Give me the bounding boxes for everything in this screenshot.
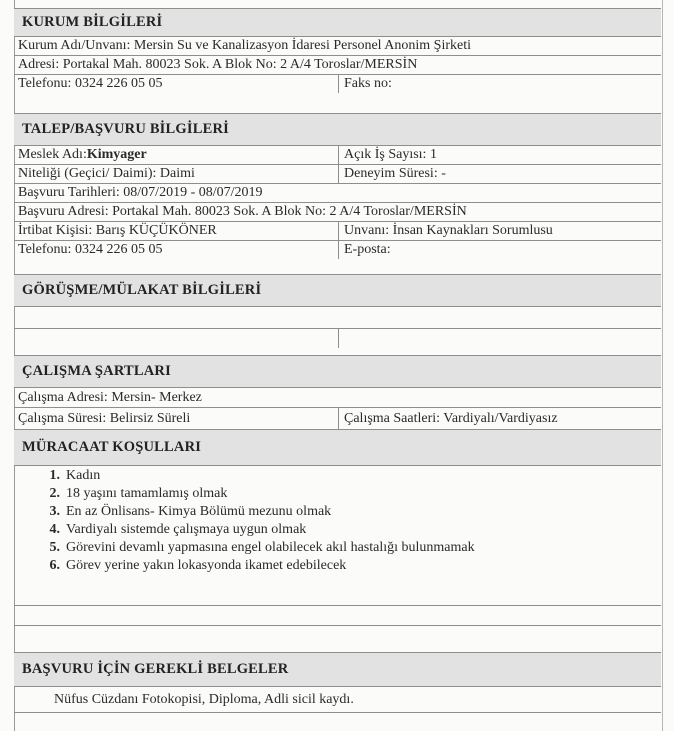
muracaat-empty-row-2 bbox=[14, 625, 661, 645]
list-item bbox=[38, 522, 306, 538]
list-item-number: 4. bbox=[49, 522, 60, 537]
section-header-talep bbox=[14, 113, 661, 145]
nitelik: Niteliği (Geçici/ Daimi): Daimi bbox=[18, 166, 195, 181]
list-item-number: 1. bbox=[49, 468, 60, 483]
nitelik-row bbox=[14, 164, 661, 183]
acik-is-sayisi: Açık İş Sayısı: 1 bbox=[344, 147, 437, 162]
tarihler-row bbox=[14, 183, 661, 202]
list-item-number: 6. bbox=[49, 558, 60, 573]
calisma-sure-row bbox=[14, 407, 661, 429]
kurum-adres-row bbox=[14, 55, 661, 74]
column-divider bbox=[338, 329, 339, 348]
deneyim-suresi: Deneyim Süresi: - bbox=[344, 166, 446, 181]
belgeler-empty-row bbox=[14, 712, 661, 731]
belgeler-row bbox=[14, 686, 661, 712]
muracaat-list bbox=[14, 465, 661, 605]
kurum-adi-row bbox=[14, 36, 661, 55]
list-item-text: En az Önlisans- Kimya Bölümü mezunu olmak bbox=[66, 504, 332, 519]
gorusme-header-text: GÖRÜŞME/MÜLAKAT BİLGİLERİ bbox=[22, 282, 262, 298]
calisma-suresi: Çalışma Süresi: Belirsiz Süreli bbox=[18, 410, 191, 426]
belgeler-text: Nüfus Cüzdanı Fotokopisi, Diploma, Adli sicil kaydı. bbox=[54, 691, 354, 707]
eposta: E-posta: bbox=[344, 242, 391, 257]
belgeler-header-text: BAŞVURU İÇİN GEREKLİ BELGELER bbox=[22, 661, 289, 677]
basvuru-tarihleri: Başvuru Tarihleri: 08/07/2019 - 08/07/2019 bbox=[18, 185, 263, 200]
kurum-telefon: Telefonu: 0324 226 05 05 bbox=[18, 76, 163, 91]
list-item-number: 3. bbox=[49, 504, 60, 519]
list-item bbox=[38, 558, 346, 574]
unvan: Unvanı: İnsan Kaynakları Sorumlusu bbox=[344, 223, 553, 238]
list-item-text: Görev yerine yakın lokasyonda ikamet edebilecek bbox=[66, 558, 347, 573]
muracaat-empty-row-1 bbox=[14, 605, 661, 625]
meslek-row bbox=[14, 145, 661, 164]
meslek-label: Meslek Adı: bbox=[18, 147, 87, 162]
list-item bbox=[38, 504, 331, 520]
list-item-number: 2. bbox=[49, 486, 60, 501]
section-header-belgeler bbox=[14, 652, 661, 686]
list-item bbox=[38, 486, 227, 502]
kurum-adi: Kurum Adı/Unvanı: Mersin Su ve Kanalizasyon İdaresi Personel Anonim Şirketi bbox=[18, 38, 471, 53]
talep-telefon-row bbox=[14, 240, 661, 259]
list-item-number: 5. bbox=[49, 540, 60, 555]
calisma-saatleri: Çalışma Saatleri: Vardiyalı/Vardiyasız bbox=[344, 410, 558, 426]
list-item bbox=[38, 540, 475, 556]
irtibat-kisisi: İrtibat Kişisi: Barış KÜÇÜKÖNER bbox=[18, 223, 217, 238]
calisma-adresi: Çalışma Adresi: Mersin- Merkez bbox=[18, 389, 202, 405]
calisma-adres-row bbox=[14, 387, 661, 407]
talep-telefon: Telefonu: 0324 226 05 05 bbox=[18, 242, 163, 257]
list-item bbox=[38, 468, 100, 484]
kurum-faks: Faks no: bbox=[344, 76, 392, 91]
list-item-text: Görevini devamlı yapmasına engel olabilecek akıl hastalığı bulunmamak bbox=[66, 540, 475, 555]
calisma-header-text: ÇALIŞMA ŞARTLARI bbox=[22, 363, 171, 379]
section-header-kurum bbox=[14, 8, 661, 36]
list-item-text: Kadın bbox=[66, 468, 101, 483]
gorusme-empty-row-2 bbox=[14, 328, 661, 348]
section-header-calisma bbox=[14, 355, 661, 387]
list-item-text: 18 yaşını tamamlamış olmak bbox=[66, 486, 228, 501]
meslek-value: Kimyager bbox=[86, 147, 147, 162]
section-header-muracaat bbox=[14, 429, 661, 465]
talep-header-text: TALEP/BAŞVURU BİLGİLERİ bbox=[22, 121, 229, 137]
section-header-gorusme bbox=[14, 274, 661, 306]
kurum-telefon-row bbox=[14, 74, 661, 93]
kurum-header-text: KURUM BİLGİLERİ bbox=[22, 14, 163, 30]
irtibat-row bbox=[14, 221, 661, 240]
muracaat-header-text: MÜRACAAT KOŞULLARI bbox=[22, 439, 202, 455]
kurum-adres: Adresi: Portakal Mah. 80023 Sok. A Blok No: 2 A/4 Toroslar/MERSİN bbox=[18, 57, 418, 72]
gorusme-empty-row-1 bbox=[14, 306, 661, 328]
list-item-text: Vardiyalı sistemde çalışmaya uygun olmak bbox=[66, 522, 307, 537]
basvuru-adres-row bbox=[14, 202, 661, 221]
basvuru-adresi: Başvuru Adresi: Portakal Mah. 80023 Sok. A Blok No: 2 A/4 Toroslar/MERSİN bbox=[18, 204, 467, 219]
